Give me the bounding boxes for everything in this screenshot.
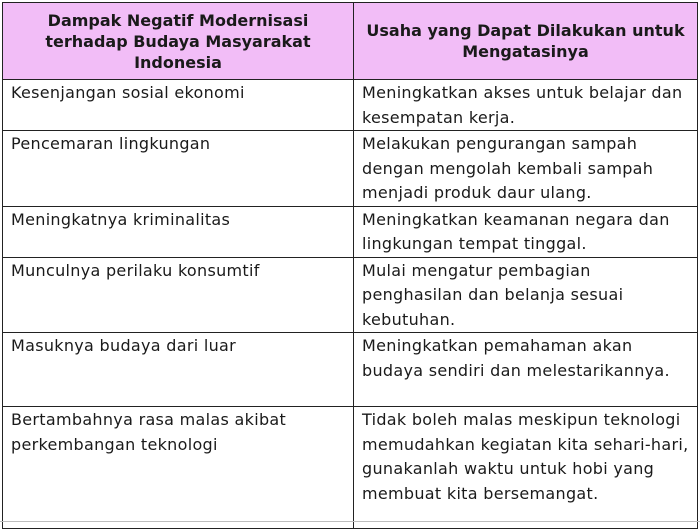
table-row bbox=[3, 206, 698, 257]
effort-cell: Mulai mengatur pembagian penghasilan dan belanja sesuai kebutuhan. bbox=[354, 257, 698, 333]
table-row bbox=[3, 257, 698, 333]
header-negative-impact: Dampak Negatif Modernisasi terhadap Budaya Masyarakat Indonesia bbox=[3, 3, 354, 80]
effort-cell: Meningkatkan keamanan negara dan lingkungan tempat tinggal. bbox=[354, 206, 698, 257]
modernization-impact-table bbox=[2, 2, 698, 529]
impact-cell: Munculnya perilaku konsumtif bbox=[3, 257, 354, 333]
table-row bbox=[3, 407, 698, 529]
impact-cell: Masuknya budaya dari luar bbox=[3, 333, 354, 407]
impact-cell: Meningkatnya kriminalitas bbox=[3, 206, 354, 257]
effort-cell: Melakukan pengurangan sampah dengan mengolah kembali sampah menjadi produk daur ulang. bbox=[354, 131, 698, 207]
modernization-table-container bbox=[2, 2, 697, 529]
table-row bbox=[3, 131, 698, 207]
effort-cell: Tidak boleh malas meskipun teknologi memudahkan kegiatan kita sehari-hari, gunakanlah waktu untuk hobi yang membuat kita bersemangat. bbox=[354, 407, 698, 529]
effort-cell: Meningkatkan pemahaman akan budaya sendiri dan melestarikannya. bbox=[354, 333, 698, 407]
impact-cell: Kesenjangan sosial ekonomi bbox=[3, 80, 354, 131]
table-row bbox=[3, 80, 698, 131]
table-header-row bbox=[3, 3, 698, 80]
impact-cell: Pencemaran lingkungan bbox=[3, 131, 354, 207]
impact-cell: Bertambahnya rasa malas akibat perkembangan teknologi bbox=[3, 407, 354, 529]
effort-cell: Meningkatkan akses untuk belajar dan kesempatan kerja. bbox=[354, 80, 698, 131]
header-mitigation-effort: Usaha yang Dapat Dilakukan untuk Mengatasinya bbox=[354, 3, 698, 80]
table-row bbox=[3, 333, 698, 407]
